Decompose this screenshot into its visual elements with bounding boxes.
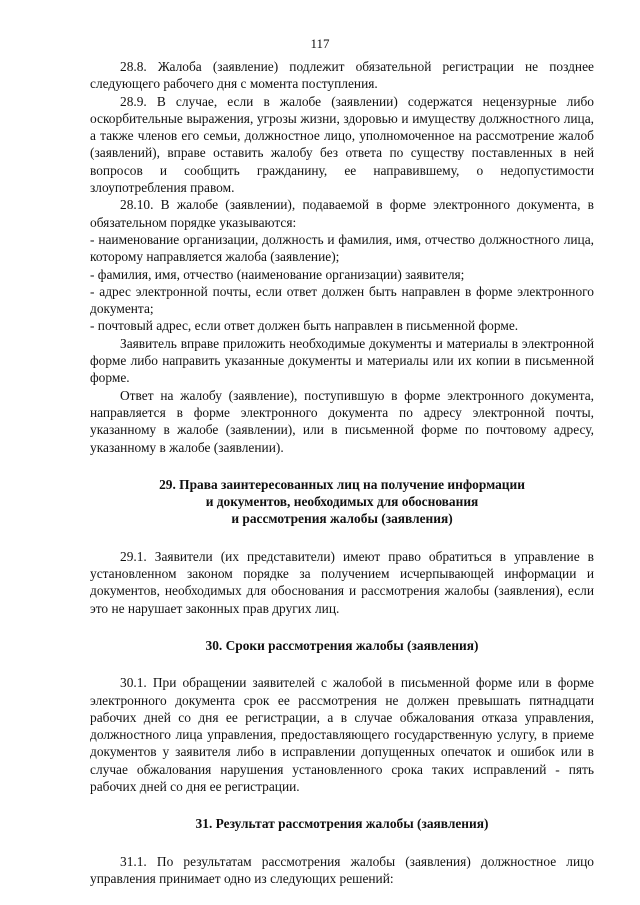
paragraph: Заявитель вправе приложить необходимые документы и материалы в электронной форме либо направить указанные документы и материалы или их копии в письменной форме.	[90, 335, 594, 386]
paragraph: 28.9. В случае, если в жалобе (заявлении) содержатся нецензурные либо оскорбительные выражения, угрозы жизни, здоровью и имуществу должностного лица, а также членов его семьи, должностное лицо, уполномоченное на рассмотрение жалоб (заявлений), вправе оставить жалобу без ответа по существу поставленных в ней вопросов и сообщить гражданину, ее направившему, о недопустимости злоупотребления правом.	[90, 93, 594, 196]
page-number: 117	[310, 36, 330, 51]
section-heading-line: и документов, необходимых для обоснования	[205, 494, 479, 510]
list-item: - почтовый адрес, если ответ должен быть направлен в письменной форме.	[90, 318, 519, 334]
paragraph: 28.8. Жалоба (заявление) подлежит обязательной регистрации не позднее следующего рабочего дня с момента поступления.	[90, 59, 594, 92]
section-heading	[90, 637, 594, 654]
section-heading-line: 29. Права заинтересованных лиц на получение информации	[159, 476, 525, 492]
paragraph: 30.1. При обращении заявителей с жалобой в письменной форме или в форме электронного документа срок ее рассмотрения не должен превышать пятнадцати рабочих дней со дня ее регистрации, а в случае обжалования отказа управления, должностного лица управления, предоставляющего государственную услугу, в приеме документов у заявителя либо в исправлении допущенных опечаток и ошибок или в случае обжалования нарушения установленного срока таких исправлений - пять рабочих дней со дня ее регистрации.	[90, 675, 594, 794]
paragraph: 28.10. В жалобе (заявлении), подаваемой в форме электронного документа, в обязательном порядке указываются:	[90, 197, 594, 230]
list-item: - адрес электронной почты, если ответ должен быть направлен в форме электронного документа;	[90, 283, 594, 317]
paragraph: 29.1. Заявители (их представители) имеют право обратиться в управление в установленном законом порядке за получением исчерпывающей информации и документов, необходимых для обоснования и рассмотрения жалобы (заявления), если это не нарушает законных прав других лиц.	[90, 548, 594, 616]
list-item: - наименование организации, должность и фамилия, имя, отчество должностного лица, которому направляется жалоба (заявление);	[90, 231, 594, 265]
section-heading-line: 30. Сроки рассмотрения жалобы (заявления)	[205, 637, 479, 653]
section-heading-line: и рассмотрения жалобы (заявления)	[231, 511, 453, 527]
section-heading	[90, 476, 594, 528]
list-item: - фамилия, имя, отчество (наименование организации) заявителя;	[90, 266, 465, 282]
section-heading	[90, 815, 594, 832]
paragraph: Ответ на жалобу (заявление), поступившую в форме электронного документа, направляется в форме электронного документа по адресу электронной почты, указанному в жалобе (заявлении), или в письменной форме по почтовому адресу, указанному в жалобе (заявлении).	[90, 387, 594, 455]
section-heading-line: 31. Результат рассмотрения жалобы (заявления)	[195, 816, 489, 832]
page-content	[90, 58, 594, 887]
paragraph: 31.1. По результатам рассмотрения жалобы (заявления) должностное лицо управления принимает одно из следующих решений:	[90, 853, 594, 886]
